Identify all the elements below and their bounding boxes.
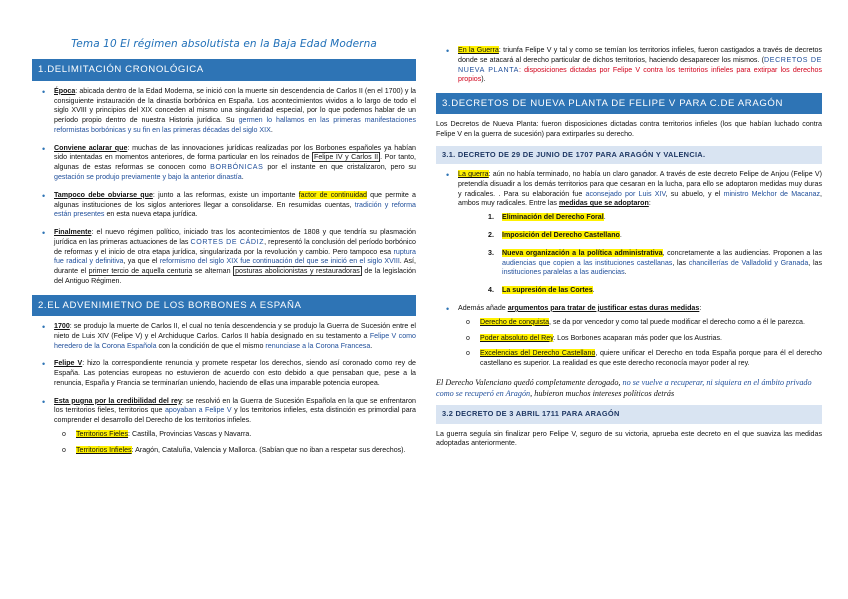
term: Felipe V	[54, 359, 83, 368]
text: : el nuevo régimen político, iniciado tras los acontecimientos de 1808 y que tendría su plasmación jurídica en las primeras actuaciones de las	[54, 228, 416, 246]
bullet-list-1	[32, 87, 416, 287]
sub-list-argumentos	[458, 318, 822, 369]
text: se alternan	[192, 267, 234, 276]
text: , su abuelo, y el	[665, 189, 724, 198]
text: que permite a algunas instituciones de los siglos anteriores llegar a consolidarse. En resumidas cuentas,	[54, 190, 416, 209]
text: , hubieron muchos intereses políticos detrás	[530, 389, 675, 399]
bullet-conviene	[32, 144, 416, 183]
blue-text: reformismo del siglo XIX fue continuación del que se inició en el siglo XVIII	[159, 257, 400, 266]
blue-text: germen lo hallamos en las primeras manifestaciones reformistas borbónicas y su fin en las primeras décadas del siglo XIX	[54, 116, 416, 134]
sub-item	[458, 318, 822, 328]
text: : aún no había terminado, no había un claro ganador. A través de este decreto Felipe de Anjou (Felipe V) pretendía disuadir a los demás territorios para que cesaran en la lucha, para ello se adoptaron medidas muy duras y radicales. . Para su elaboración fue	[458, 170, 822, 198]
numbered-item	[458, 249, 822, 278]
sub-list-territories	[54, 430, 416, 456]
term: Esta pugna por la credibilidad del rey	[54, 396, 182, 405]
section-heading-1: 1.DELIMITACIÓN CRONOLÓGICA	[32, 59, 416, 80]
text: en esta nueva etapa jurídica.	[104, 210, 198, 219]
highlighted-term: Territorios Fieles	[76, 430, 129, 439]
text: . Por tanto, algunas de estas reformas se conocen como	[54, 153, 416, 172]
underlined-text: primer tercio de aquella centuria	[88, 267, 193, 276]
text: : abicada dentro de la Edad Moderna, se inició con la muerte sin descendencia de Carlos II (en el 1700) y la consiguiente instauración de la dinastía borbónica en España. Los acontecimientos vividos a lo largo de todo el siglo XVIII y principios del XIX conceden al mismo una singularidad especial, por lo que podemos hablar de un período propio dentro de nuestra Historia jurídica. Su	[54, 86, 416, 125]
subsection-heading-3-1: 3.1. DECRETO DE 29 DE JUNIO DE 1707 PARA ARAGÓN Y VALENCIA.	[436, 146, 822, 164]
boxed-text: posturas abolicionistas y restauradoras	[235, 267, 360, 276]
term: Época	[54, 86, 76, 95]
right-column	[436, 0, 822, 455]
highlighted-term: Nueva organización a la política administrativa	[502, 248, 663, 257]
highlighted-term: En la Guerra	[458, 46, 499, 54]
text: : se produjo la muerte de Carlos II, el cual no tenía descendencia y se produjo la Guerra de Sucesión entre el nieto de Luis XIV (Felipe V) y el Archiduque Carlos. Carlos II había designado en su testamento a	[54, 322, 416, 340]
sub-item-fieles	[54, 430, 416, 440]
bullet-list-2	[32, 322, 416, 456]
bullet-finalmente	[32, 228, 416, 287]
text: : hizo la correspondiente renuncia y promete respetar los derechos, siendo así coronado como rey de España. Las potencias europeas no estuvieron de acuerdo con esto debido a que pensaban que, pese a la renuncia, España y Francia se terminarían uniendo, haciendo de ellas una imparable potencia europea.	[54, 359, 416, 387]
bullet-tampoco	[32, 191, 416, 220]
sub-item	[458, 334, 822, 344]
bullet-list-guerra	[436, 46, 822, 85]
bullet-ademas	[436, 304, 822, 369]
small-caps-text: BORBÓNICAS	[210, 163, 264, 172]
term: argumentos para tratar de justificar estas duras medidas	[507, 303, 700, 312]
bullet-felipe-v	[32, 359, 416, 388]
term: Conviene aclarar que	[54, 143, 128, 152]
text: . Así, durante el	[54, 257, 416, 276]
text: .	[619, 231, 622, 240]
sub-item	[458, 349, 822, 369]
bullet-1700	[32, 322, 416, 351]
highlighted-text: factor de continuidad	[298, 190, 367, 199]
text: El Derecho Valenciano quedó completamente derogado,	[436, 377, 623, 387]
text: : Aragón, Cataluña, Valencia y Mallorca. (Sabían que no iban a respetar sus derechos).	[131, 445, 406, 454]
text: , ambos muy radicales. Entre las	[458, 189, 822, 208]
text: , se da por vencedor y como tal puede modificar el derecho como a él le parezca.	[549, 317, 805, 326]
numbered-list-medidas	[458, 213, 822, 296]
bullet-en-la-guerra	[436, 46, 822, 85]
left-column	[32, 0, 416, 464]
highlighted-term: La supresión de las Cortes	[502, 286, 593, 295]
text: . Los Borbones acaparan más poder que los Austrias.	[553, 333, 722, 342]
blue-text: apoyaban a Felipe V	[164, 406, 232, 415]
item-number: 4.	[488, 286, 494, 295]
sub-item-infieles	[54, 446, 416, 456]
text: .	[270, 125, 273, 134]
section-heading-2: 2.EL ADVENIMIETNO DE LOS BORBONES A ESPAÑA	[32, 295, 416, 316]
blue-text: ministro Melchor de Macanaz	[723, 189, 820, 198]
text: , las	[808, 258, 823, 267]
bullet-epoca	[32, 87, 416, 136]
blue-text: gestación se produjo previamente y bajo la anterior dinastía	[54, 172, 242, 181]
text: y los territorios infieles, esta distinción es primordial para comprender el desarrollo del Derecho de los territorios infieles.	[54, 406, 416, 425]
text: :	[648, 199, 651, 208]
highlighted-term: Eliminación del Derecho Foral	[502, 213, 604, 222]
blue-text: tradición y reforma están presentes	[54, 200, 416, 219]
item-number: 2.	[488, 231, 494, 240]
item-number: 3.	[488, 248, 494, 257]
text: por el instante en que cristalizaron, pero su	[263, 163, 416, 172]
term: Finalmente	[54, 228, 92, 237]
text: , quiere unificar el Derecho en toda España porque para él el derecho castellano es superior. La realidad es que este derecho reconocía mayor poder al rey.	[480, 349, 823, 368]
highlighted-term: Derecho de conquista	[480, 317, 550, 326]
closing-paragraph: La guerra seguía sin finalizar pero Felipe V, seguro de su victoria, aprueba este decreto en el que suaviza las medidas adoptadas anteriormente.	[436, 429, 822, 448]
blue-text: renunciase a la Corona Francesa	[265, 341, 371, 350]
text: .	[592, 286, 595, 295]
small-caps-text: CORTES DE CÁDIZ	[190, 237, 265, 246]
highlighted-term: Poder absoluto del Rey	[480, 333, 554, 342]
text: .	[603, 213, 606, 222]
numbered-item	[458, 231, 822, 241]
blue-text: aconsejado por Luis XIV	[585, 189, 666, 198]
blue-text: no se vuelve a recuperar, ni siquiera en el ámbito privado como se recuperó en Aragón	[436, 377, 812, 399]
bullet-pugna	[32, 397, 416, 456]
numbered-item	[458, 286, 822, 296]
highlighted-term: La guerra	[458, 170, 489, 179]
red-text: : disposiciones dictadas por Felipe V contra los territorios infieles para extirpar los derechos propios	[458, 65, 823, 84]
blue-text: audiencias que copien a las instituciones castellanas	[502, 258, 673, 267]
term: Tampoco debe obviarse que	[54, 190, 153, 199]
text: de la legislación del Antiguo Régimen.	[54, 267, 416, 285]
text: Además añade	[458, 303, 508, 312]
term: 1700	[54, 322, 70, 331]
text: , concretamente a las audiencias. Proponen a las	[662, 248, 822, 257]
text: , representó la conclusión del período borbónico de reformas y el inicio de otra etapa jurídica, singularizada por la revolución y cambio. Pero tampoco esa	[54, 237, 416, 256]
text: : se resolvió en la Guerra de Sucesión Española en la que se enfrentaron los territorios fieles, territorios que	[54, 396, 416, 415]
item-number: 1.	[488, 213, 494, 222]
text: con la condición de que el mismo	[156, 341, 266, 350]
blue-text: Felipe V como heredero de la Corona Española	[54, 331, 416, 350]
text: .	[370, 341, 373, 350]
highlighted-term: Imposición del Derecho Castellano	[502, 231, 620, 240]
bullet-la-guerra	[436, 170, 822, 296]
text: : triunfa Felipe V y tal y como se temían los territorios infieles, fueron castigados a través de decretos donde se atacará al derecho particular de dichos territorios, haciendo desaparecer los mismos. (	[458, 46, 822, 64]
text: : Castilla, Provincias Vascas y Navarra.	[128, 430, 252, 439]
text: : junto a las reformas, existe un importante	[152, 190, 299, 199]
blue-text: ruptura fue radical y definitiva	[54, 247, 416, 266]
term: medidas que se adoptaron	[558, 199, 649, 208]
blue-text: instituciones paralelas a las audiencias	[502, 268, 625, 277]
intro-paragraph: Los Decretos de Nueva Planta: fueron disposiciones dictadas contra territorios infieles (los que habían luchado contra Felipe V en la guerra de sucesión) para extirparles su derecho.	[436, 120, 822, 139]
bullet-list-3	[436, 170, 822, 369]
highlighted-term: Territorios Infieles	[76, 445, 132, 454]
blue-text: chancillerías de Valladolid y Granada	[688, 258, 809, 267]
text: , las	[672, 258, 689, 267]
section-heading-3: 3.DECRETOS DE NUEVA PLANTA DE FELIPE V PARA C.DE ARAGÓN	[436, 93, 822, 114]
numbered-item	[458, 213, 822, 223]
text: :	[699, 303, 702, 312]
text: .	[624, 268, 627, 277]
subsection-heading-3-2: 3.2 DECRETO DE 3 ABRIL 1711 PARA ARAGÓN	[436, 405, 822, 423]
text: : muchas de las innovaciones jurídicas realizadas por los Borbones españoles ya habían sido intentadas en momentos anteriores, de forma particular en los reinados de	[54, 143, 416, 162]
boxed-text: Felipe IV y Carlos II	[313, 153, 379, 162]
document-title: Tema 10 El régimen absolutista en la Baja Edad Moderna	[71, 38, 377, 50]
text: .	[241, 172, 244, 181]
highlighted-term: Excelencias del Derecho Castellano	[480, 349, 596, 358]
italic-note	[436, 377, 822, 400]
text: ).	[481, 75, 486, 84]
small-caps-text: DECRETOS DE NUEVA PLANTA	[458, 55, 822, 74]
text: , ya que el	[123, 257, 160, 266]
